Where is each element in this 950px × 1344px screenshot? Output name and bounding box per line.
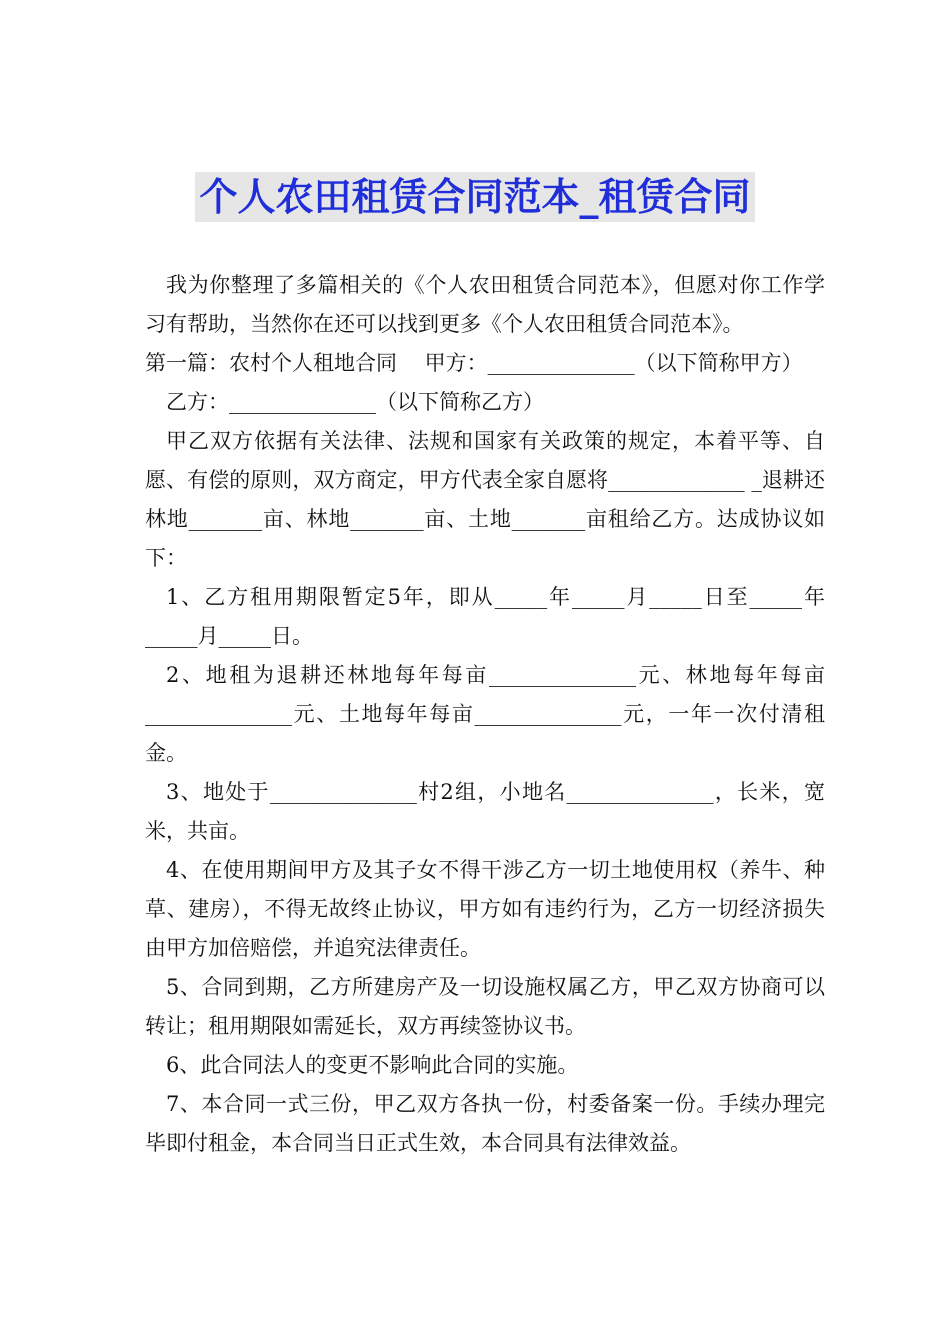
clause-6-paragraph: 6、此合同法人的变更不影响此合同的实施。: [166, 1053, 579, 1077]
clause-7-paragraph: 7、本合同一式三份，甲乙双方各执一份，村委备案一份。手续办理完毕即付租金，本合同当日正式生效，本合同具有法律效益。: [145, 1092, 825, 1155]
title-container: [0, 172, 950, 222]
clause-1-paragraph: 1、乙方租用期限暂定5年，即从_____年_____月_____日至_____年_____月_____日。: [145, 585, 825, 648]
document-body: [145, 266, 825, 1163]
clause-2-paragraph: 2、地租为退耕还林地每年每亩______________元、林地每年每亩______________元、土地每年每亩______________元，一年一次付清租金。: [145, 663, 825, 765]
clause-3-paragraph: 3、地处于______________村2组，小地名______________，长米，宽米，共亩。: [145, 780, 825, 843]
agreement-preamble-paragraph: 甲乙双方依据有关法律、法规和国家有关政策的规定，本着平等、自愿、有偿的原则，双方商定，甲方代表全家自愿将_____________ _退耕还林地_______亩、林地_______亩、土地_______亩租给乙方。达成协议如下：: [145, 429, 825, 570]
clause-4-paragraph: 4、在使用期间甲方及其子女不得干涉乙方一切土地使用权（养牛、种草、建房），不得无故终止协议，甲方如有违约行为，乙方一切经济损失由甲方加倍赔偿，并追究法律责任。: [145, 858, 825, 960]
party-b-paragraph: 乙方：______________（以下简称乙方）: [166, 390, 544, 414]
document-title: 个人农田租赁合同范本_租赁合同: [195, 172, 754, 222]
clause-5-paragraph: 5、合同到期，乙方所建房产及一切设施权属乙方，甲乙双方协商可以转让；租用期限如需延长，双方再续签协议书。: [145, 975, 825, 1038]
section-heading-paragraph: 第一篇：农村个人租地合同 甲方：______________（以下简称甲方）: [145, 351, 803, 375]
intro-paragraph: 我为你整理了多篇相关的《个人农田租赁合同范本》，但愿对你工作学习有帮助，当然你在还可以找到更多《个人农田租赁合同范本》。: [145, 273, 825, 336]
